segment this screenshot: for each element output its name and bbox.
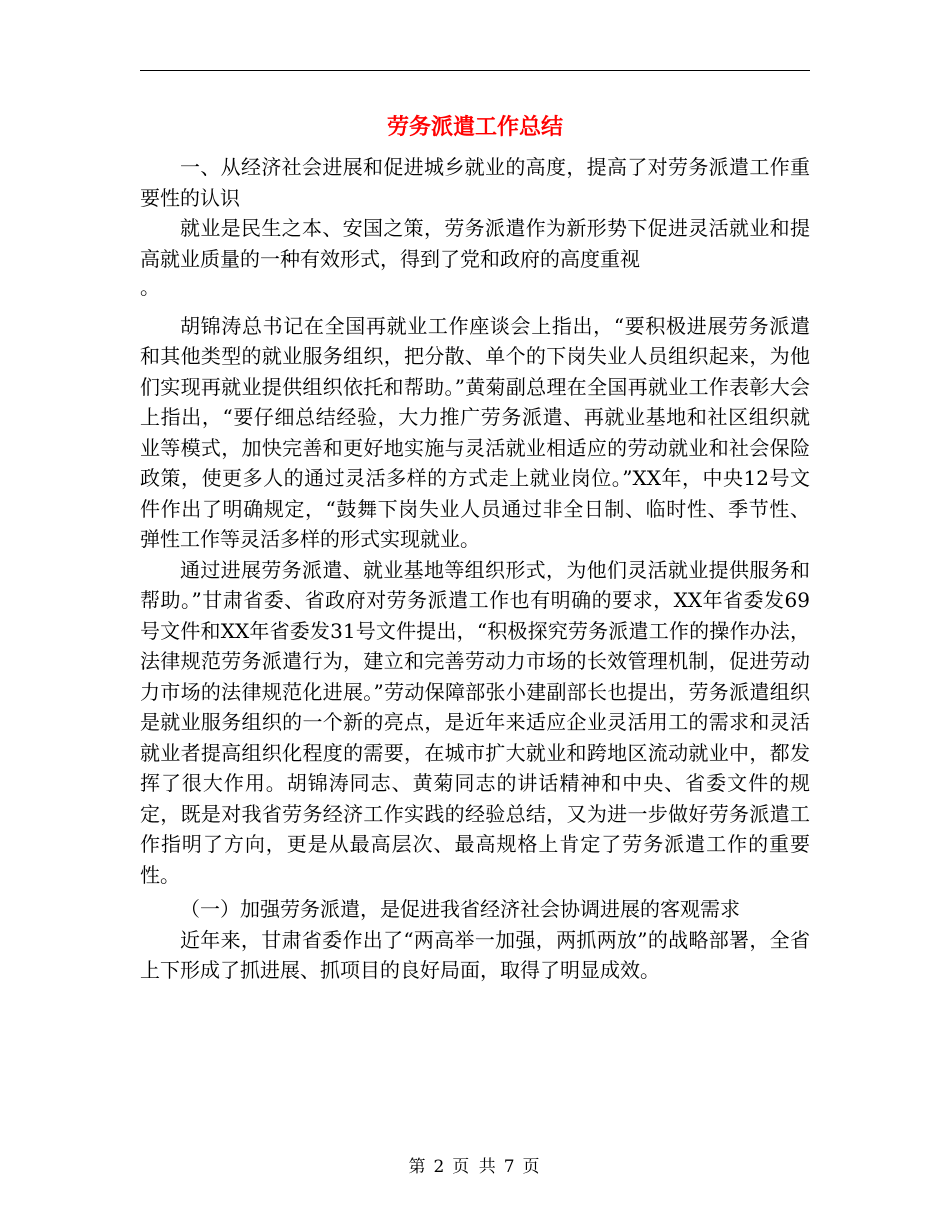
current-page-number: 2 (433, 1157, 447, 1177)
paragraph-recent-years: 近年来，甘肃省委作出了“两高举一加强，两抓两放”的战略部署，全省上下形成了抓进展、抓项目的良好局面，取得了明显成效。 (140, 927, 810, 982)
footer-prefix: 第 (408, 1157, 428, 1177)
document-body (140, 108, 810, 986)
paragraph-hu-jintao: 胡锦涛总书记在全国再就业工作座谈会上指出，“要积极进展劳务派遣和其他类型的就业服务组织，把分散、单个的下岗失业人员组织起来，为他们实现再就业提供组织依托和帮助。”黄菊副总理在全国再就业工作表彰大会上指出，“要仔细总结经验，大力推广劳务派遣、再就业基地和社区组织就业等模式，加快完善和更好地实施与灵活就业相适应的劳动就业和社会保险政策，使更多人的通过灵活多样的方式走上就业岗位。”XX年，中央12号文件作出了明确规定，“鼓舞下岗失业人员通过非全日制、临时性、季节性、弹性工作等灵活多样的形式实现就业。 (140, 313, 810, 551)
total-page-number: 7 (503, 1157, 517, 1177)
page-footer (0, 1152, 950, 1177)
document-title: 劳务派遣工作总结 (386, 115, 563, 140)
footer-middle: 页 共 (452, 1157, 498, 1177)
subsection-heading-1: （一）加强劳务派遣，是促进我省经济社会协调进展的客观需求 (180, 897, 740, 921)
paragraph-gansu: 通过进展劳务派遣、就业基地等组织形式，为他们灵活就业提供服务和帮助。”甘肃省委、省政府对劳务派遣工作也有明确的要求，XX年省委发69号文件和XX年省委发31号文件提出，“积极探究劳务派遣工作的操作办法，法律规范劳务派遣行为，建立和完善劳动力市场的长效管理机制，促进劳动力市场的法律规范化进展。”劳动保障部张小建副部长也提出，劳务派遣组织是就业服务组织的一个新的亮点，是近年来适应企业灵活用工的需求和灵活就业者提高组织化程度的需要，在城市扩大就业和跨地区流动就业中，都发挥了很大作用。胡锦涛同志、黄菊同志的讲话精神和中央、省委文件的规定，既是对我省劳务经济工作实践的经验总结，又为进一步做好劳务派遣工作指明了方向，更是从最高层次、最高规格上肯定了劳务派遣工作的重要性。 (140, 557, 810, 887)
paragraph-stray-period: 。 (140, 275, 160, 299)
section-heading-1: 一、从经济社会进展和促进城乡就业的高度，提高了对劳务派遣工作重要性的认识 (140, 155, 810, 210)
paragraph-employment: 就业是民生之本、安国之策，劳务派遣作为新形势下促进灵活就业和提高就业质量的一种有效形式，得到了党和政府的高度重视 (140, 216, 810, 271)
footer-suffix: 页 (522, 1157, 542, 1177)
header-rule (140, 70, 810, 71)
